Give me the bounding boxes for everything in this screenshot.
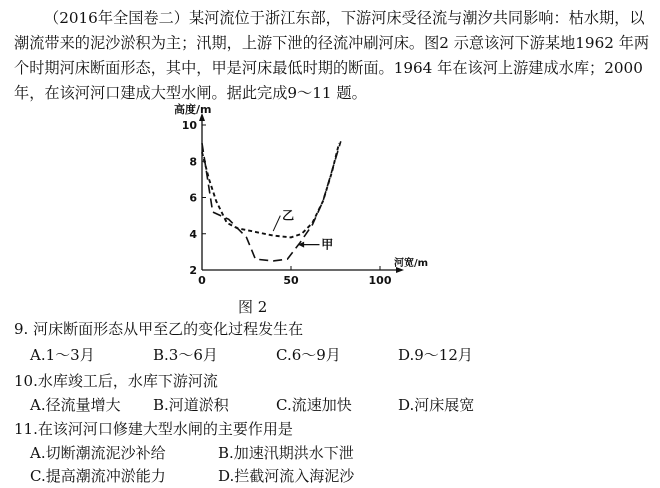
series-jia-line (202, 141, 341, 261)
question-9-stem: 9. 河床断面形态从甲至乙的变化过程发生在 (14, 320, 304, 338)
chart-annotations (273, 208, 333, 251)
y-tick-label: 2 (189, 264, 197, 277)
y-tick-label: 8 (189, 155, 197, 169)
question-10-stem: 10.水库竣工后，水库下游河流 (14, 372, 218, 390)
riverbed-chart (160, 100, 440, 300)
y-tick-label: 10 (181, 119, 197, 132)
x-tick-label: 100 (368, 274, 392, 287)
yi-leader-line (273, 216, 280, 231)
q9-option-d: D.9～12月 (398, 346, 473, 364)
q9-option-b: B.3～6月 (153, 346, 218, 364)
chart-ticks (182, 119, 392, 287)
q11-option-a: A.切断潮流泥沙补给 (30, 444, 166, 462)
q10-option-d: D.河床展宽 (398, 396, 475, 414)
x-tick-label: 50 (283, 274, 299, 287)
x-tick-label: 0 (198, 274, 206, 287)
yi-label: 乙 (282, 208, 295, 223)
q11-option-b: B.加速汛期洪水下泄 (218, 444, 354, 462)
q10-option-b: B.河道淤积 (153, 396, 229, 414)
q9-option-c: C.6～9月 (276, 346, 341, 364)
jia-arrow-head (298, 242, 304, 248)
chart-series (202, 141, 341, 261)
x-axis-label: 河宽/m (394, 258, 429, 269)
q10-option-a: A.径流量增大 (30, 396, 121, 414)
y-axis-label: 高度/m (174, 103, 212, 116)
q10-option-c: C.流速加快 (276, 396, 352, 414)
figure-caption: 图 2 (238, 298, 268, 316)
riverbed-cross-section-figure (160, 100, 440, 300)
intro-paragraph: （2016年全国卷二）某河流位于浙江东部，下游河床受径流与潮汐共同影响：枯水期，以潮流带来的泥沙淤积为主；汛期，上游下泄的径流冲刷河床。图2 示意该河下游某地1962 年两个时期河床断面形态，其中，甲是河床最低时期的断面。1964 年在该河上游建成水库；2000 年，在该河河口建成大型水闸。据此完成9～11 题。 (14, 9, 650, 102)
q11-option-c: C.提高潮流冲淤能力 (30, 467, 166, 485)
series-yi-line (202, 143, 339, 237)
y-tick-label: 6 (189, 191, 197, 205)
q9-option-a: A.1～3月 (30, 346, 95, 364)
question-11-stem: 11.在该河河口修建大型水闸的主要作用是 (14, 420, 293, 438)
jia-label: 甲 (321, 237, 334, 252)
y-tick-label: 4 (189, 227, 197, 241)
q11-option-d: D.拦截河流入海泥沙 (218, 467, 355, 485)
